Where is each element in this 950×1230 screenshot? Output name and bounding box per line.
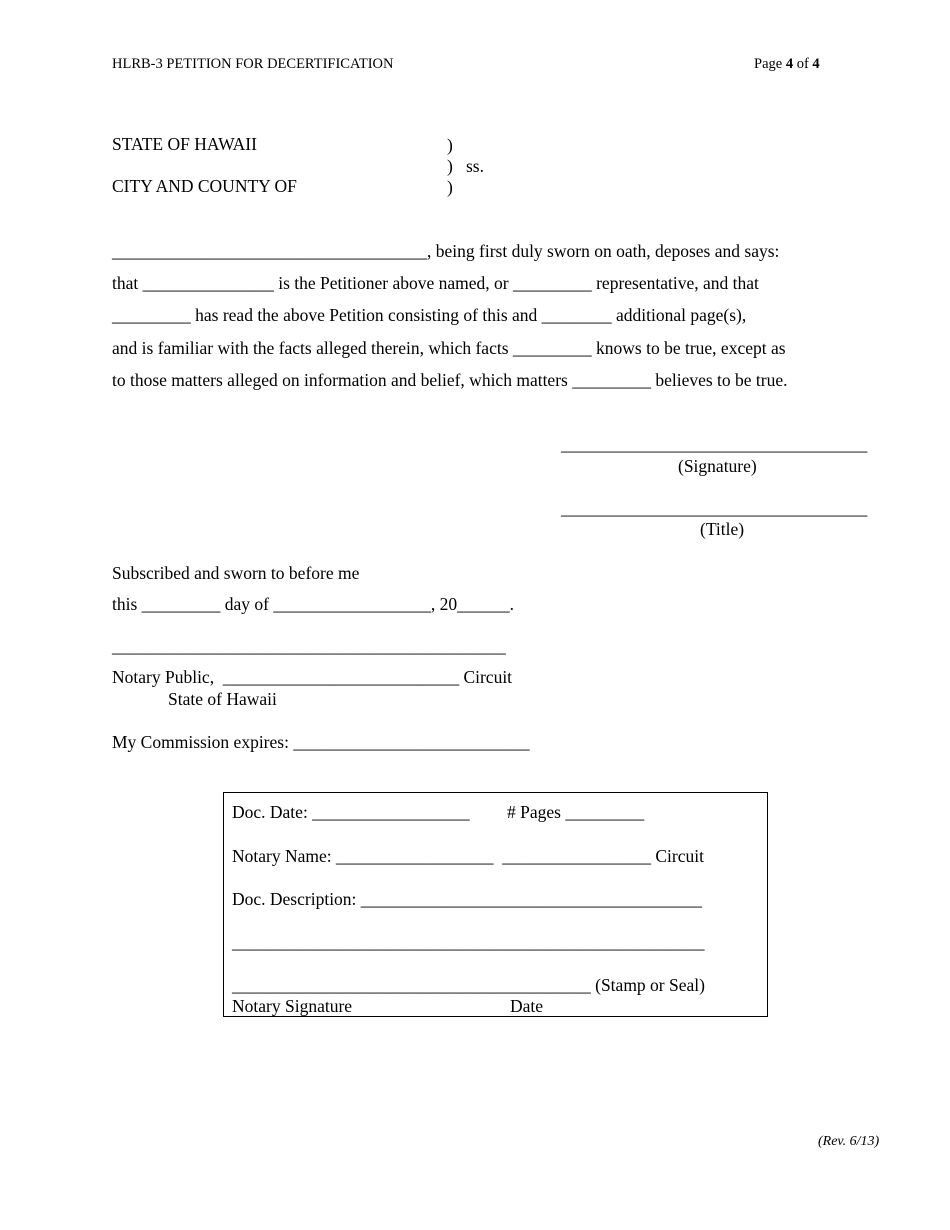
box-date-label: Date bbox=[510, 996, 544, 1016]
box-doc-description: Doc. Description: _______________________________________ bbox=[232, 889, 703, 909]
box-pages: # Pages _________ bbox=[507, 802, 645, 822]
title-line: ___________________________________ bbox=[561, 498, 868, 518]
affidavit-line-4: and is familiar with the facts alleged therein, which facts _________ knows to be true, except as bbox=[112, 338, 786, 358]
of-word: of bbox=[796, 56, 809, 72]
box-notary-name: Notary Name: __________________ _________________ Circuit bbox=[232, 846, 704, 866]
notary-public-line: Notary Public, ___________________________ Circuit bbox=[112, 667, 513, 687]
notary-state: State of Hawaii bbox=[168, 689, 277, 709]
venue-paren-1: ) bbox=[447, 135, 453, 155]
affidavit-line-2: that _______________ is the Petitioner above named, or _________ representative, and that bbox=[112, 273, 759, 293]
jurat-subscribed: Subscribed and sworn to before me bbox=[112, 563, 360, 583]
box-signature-line: _________________________________________ (Stamp or Seal) bbox=[232, 975, 705, 995]
page-total: 4 bbox=[812, 56, 820, 72]
revision-note: (Rev. 6/13) bbox=[818, 1134, 880, 1149]
venue-paren-ss: ) ss. bbox=[447, 156, 484, 176]
box-blank-line: ______________________________________________________ bbox=[232, 932, 705, 952]
venue-county: CITY AND COUNTY OF bbox=[112, 176, 297, 196]
page-number bbox=[754, 56, 820, 73]
form-title: HLRB-3 PETITION FOR DECERTIFICATION bbox=[112, 56, 394, 72]
commission-expires: My Commission expires: ___________________________ bbox=[112, 732, 530, 752]
box-notary-signature-label: Notary Signature bbox=[232, 996, 353, 1016]
affidavit-line-3: _________ has read the above Petition consisting of this and ________ additional page(s), bbox=[112, 305, 747, 325]
signature-label: (Signature) bbox=[678, 456, 757, 476]
affidavit-line-5: to those matters alleged on information and belief, which matters _________ believes to be true. bbox=[112, 370, 788, 390]
affidavit-line-1: ____________________________________, being first duly sworn on oath, deposes and says: bbox=[112, 241, 780, 261]
jurat-date-line: this _________ day of __________________, 20______. bbox=[112, 594, 515, 614]
notary-signature-line: _____________________________________________ bbox=[112, 636, 506, 656]
venue-paren-3: ) bbox=[447, 177, 453, 197]
signature-line: ___________________________________ bbox=[561, 434, 868, 454]
box-doc-date: Doc. Date: __________________ bbox=[232, 802, 470, 822]
page-word: Page bbox=[754, 56, 783, 72]
page-current: 4 bbox=[785, 56, 794, 72]
venue-state: STATE OF HAWAII bbox=[112, 134, 257, 154]
title-label: (Title) bbox=[700, 519, 745, 539]
